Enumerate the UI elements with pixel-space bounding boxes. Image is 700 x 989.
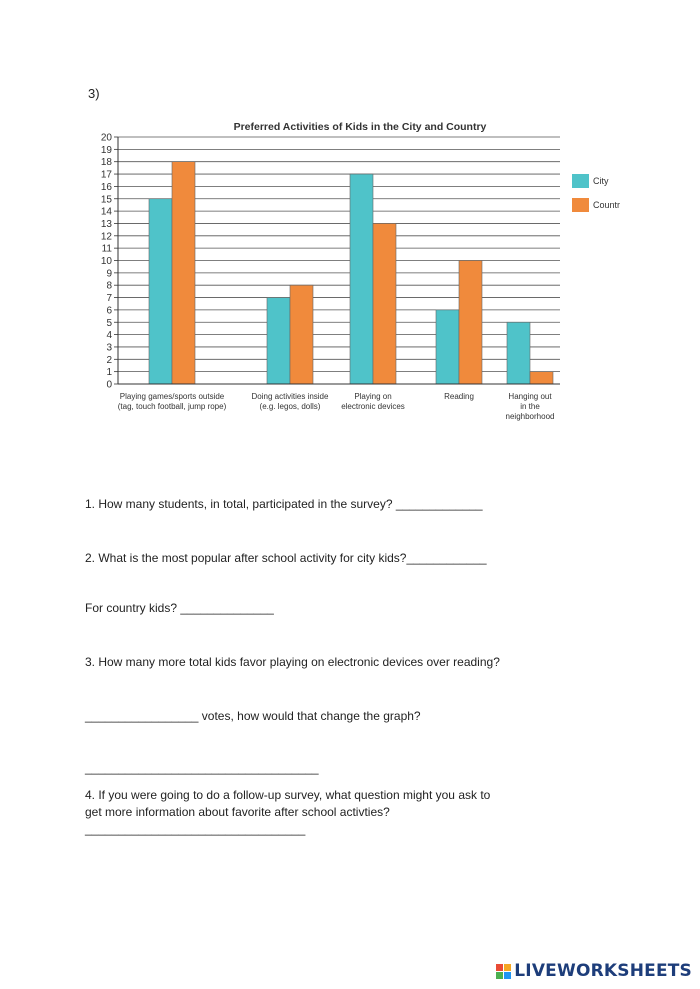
bar-chart [90,112,621,432]
bar-city [507,322,530,384]
question-3-votes: _________________ votes, how would that change the graph? [85,709,421,723]
y-tick-label: 18 [100,157,112,169]
y-tick-label: 14 [100,206,112,218]
y-tick-label: 3 [106,342,112,354]
y-tick-label: 17 [100,169,112,181]
answer-line-4: _________________________________ [85,822,306,836]
legend-label: Countr [593,200,621,210]
x-category-label: Doing activities inside (e.g. legos, dolls) [251,392,329,411]
bar-countr [290,285,313,384]
question-4-line2: get more information about favorite after school activties? [85,805,390,819]
y-tick-label: 19 [100,144,112,156]
question-2-country: For country kids? ______________ [85,601,274,615]
question-number: 3) [88,86,100,101]
legend-swatch [572,198,589,212]
y-tick-label: 2 [106,354,112,366]
x-category-label: Playing games/sports outside (tag, touch football, jump rope) [117,392,227,411]
question-2: 2. What is the most popular after school activity for city kids?____________ [85,551,487,565]
bar-city [350,174,373,384]
y-tick-label: 6 [106,305,112,317]
legend-swatch [572,174,589,188]
logo-square [496,972,503,979]
y-tick-label: 9 [106,268,112,280]
y-tick-label: 15 [100,194,112,206]
x-category-label: Playing on electronic devices [341,392,405,411]
logo-square [504,964,511,971]
y-tick-label: 5 [106,317,112,329]
answer-line-3: ___________________________________ [85,761,319,775]
x-category-label: Reading [444,392,474,401]
y-tick-label: 1 [106,367,112,379]
y-tick-label: 8 [106,280,112,292]
y-tick-label: 7 [106,293,112,305]
legend [572,174,620,212]
bar-city [267,298,290,384]
bar-countr [172,162,195,384]
y-tick-label: 0 [106,379,112,391]
bar-countr [459,261,482,385]
bar-countr [373,223,396,384]
liveworksheets-brand [496,961,692,981]
y-tick-label: 11 [101,243,112,255]
y-tick-label: 12 [100,231,112,243]
bar-city [436,310,459,384]
y-tick-label: 10 [100,256,112,267]
chart-title: Preferred Activities of Kids in the City and Country [233,121,487,133]
y-tick-label: 16 [100,181,112,193]
x-category-label: Hanging out in the neighborhood [505,392,555,421]
question-4-line1: 4. If you were going to do a follow-up survey, what question might you ask to [85,788,491,802]
y-tick-label: 20 [100,132,112,144]
bar-city [149,199,172,384]
liveworksheets-logo-icon [496,964,511,979]
y-tick-label: 4 [106,330,112,342]
logo-square [496,964,503,971]
logo-square [504,972,511,979]
y-tick-label: 13 [100,218,112,230]
legend-label: City [593,176,609,186]
bar-countr [530,372,553,384]
brand-text: LIVEWORKSHEETS [514,961,692,981]
question-3: 3. How many more total kids favor playing on electronic devices over reading? [85,655,500,669]
question-1: 1. How many students, in total, participated in the survey? _____________ [85,497,483,511]
